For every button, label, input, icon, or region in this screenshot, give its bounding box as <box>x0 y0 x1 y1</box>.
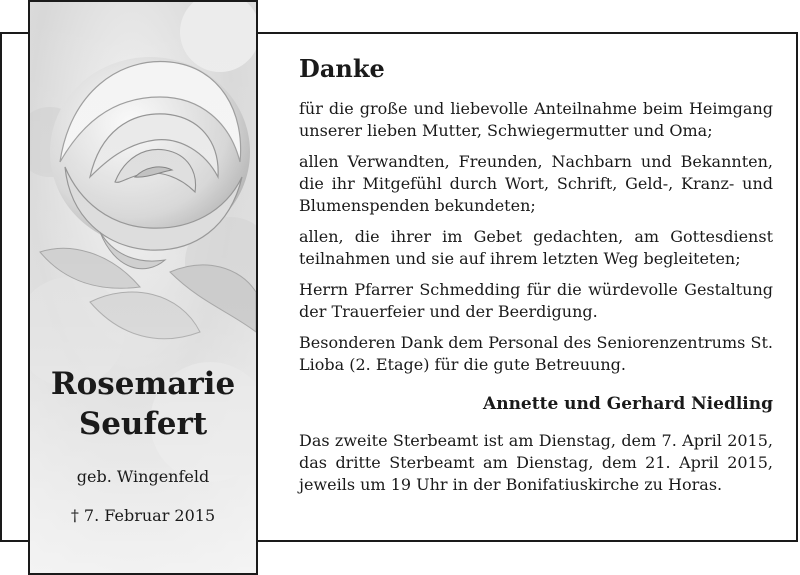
thanks-paragraph: Herrn Pfarrer Schmedding für die würdevolle Gestaltung der Trauerfeier und der Beerdigung. <box>299 280 773 321</box>
birth-name: geb. Wingenfeld <box>76 467 210 486</box>
death-date: † 7. Februar 2015 <box>70 506 216 525</box>
last-name: Seufert <box>78 406 208 442</box>
thanks-paragraph: für die große und liebevolle Anteilnahme beim Heimgang unserer lieben Mutter, Schwiegermutter und Oma; <box>299 99 773 140</box>
thanks-text <box>299 52 773 496</box>
thanks-paragraph: allen, die ihrer im Gebet gedachten, am Gottesdienst teilnahmen und sie auf ihrem letzten Weg begleiteten; <box>299 227 773 268</box>
frame-edge <box>0 32 2 542</box>
thanks-heading: Danke <box>299 54 385 83</box>
rose-photo-icon <box>30 2 256 573</box>
thanks-paragraph: Besonderen Dank dem Personal des Seniorenzentrums St. Lioba (2. Etage) für die gute Betreuung. <box>299 333 773 374</box>
rose-photo-panel <box>28 0 258 575</box>
deceased-name <box>30 364 256 444</box>
thanks-paragraph: allen Verwandten, Freunden, Nachbarn und Bekannten, die ihr Mitgefühl durch Wort, Schrift, Geld-, Kranz- und Blumenspenden bekundeten; <box>299 152 773 215</box>
first-name: Rosemarie <box>50 366 236 402</box>
signature: Annette und Gerhard Niedling <box>483 394 773 414</box>
mass-notice: Das zweite Sterbeamt ist am Dienstag, dem 7. April 2015, das dritte Sterbeamt am Dienstag, dem 21. April 2015, jeweils um 19 Uhr in der Bonifatiuskirche zu Horas. <box>299 431 773 494</box>
